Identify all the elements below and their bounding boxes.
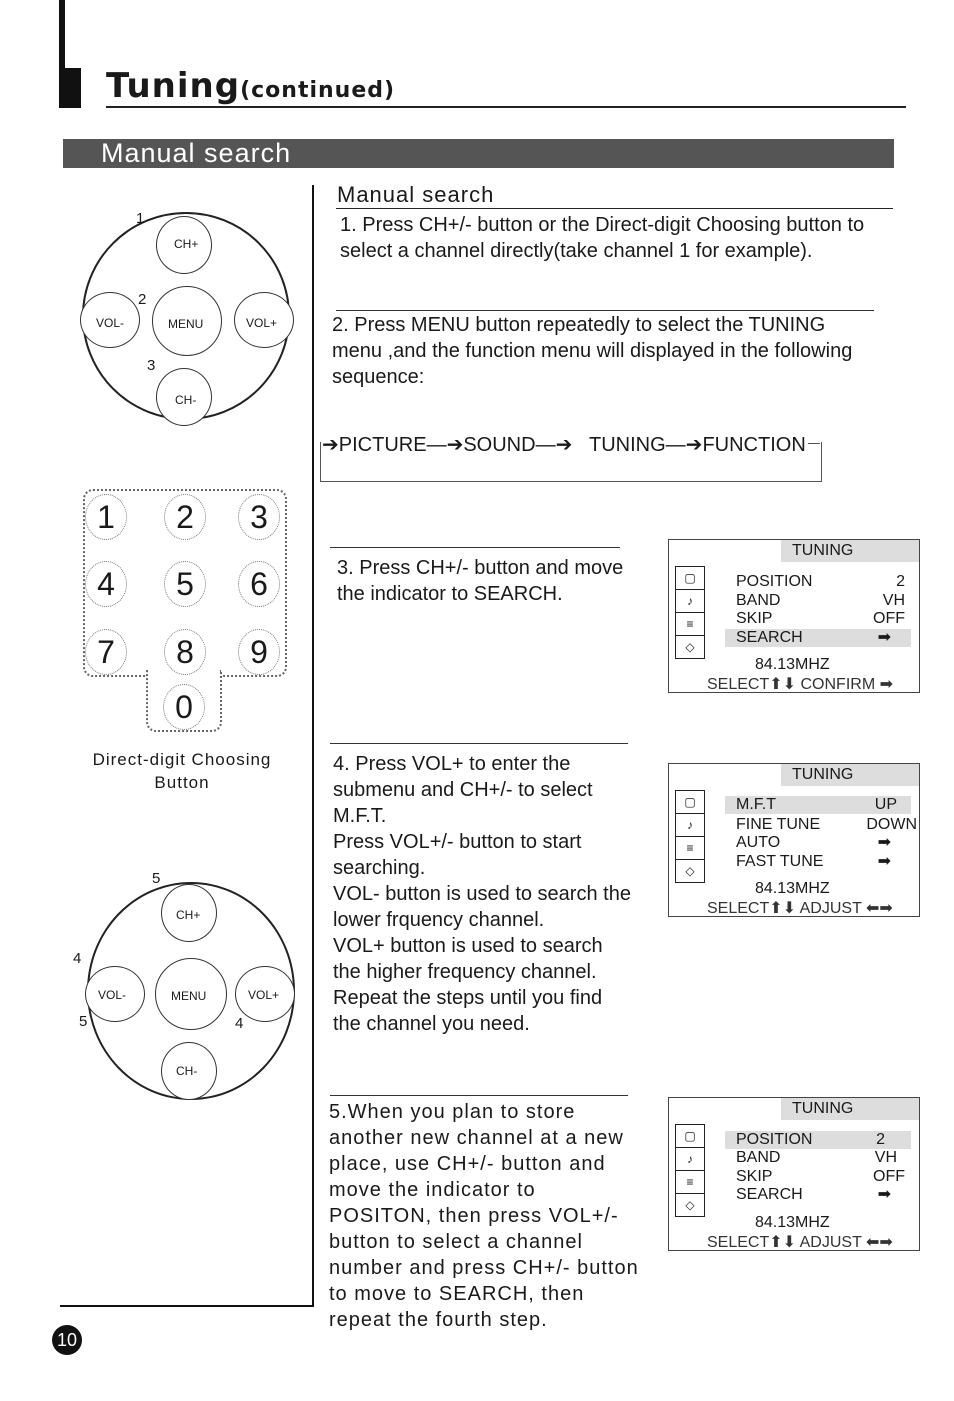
- page-number: 10: [52, 1325, 82, 1355]
- vol-minus-label: VOL-: [96, 316, 125, 330]
- menu-title-bar: TUNING: [781, 540, 919, 562]
- menu-row: FAST TUNE ➡: [736, 853, 891, 870]
- page-title-suffix: (continued): [240, 78, 396, 103]
- digit-caption: Direct-digit Choosing Button: [92, 750, 272, 792]
- pointer-hand-2: 2: [138, 291, 147, 308]
- section-bar: [63, 139, 894, 168]
- tuning-menu-2: [668, 763, 920, 917]
- tv-icon: ▢: [675, 790, 705, 814]
- step-4: 4. Press VOL+ to enter the submenu and CH+/- to select M.F.T. Press VOL+/- button to start searching. VOL- button is used to search the lower frquency channel. VOL+ button is used to search the higher frequency channel. Repeat the steps until you find the channel you need.: [333, 753, 631, 1035]
- menu-row: SEARCH ➡: [736, 1186, 891, 1203]
- digit-0-button: 0: [163, 684, 205, 730]
- column-divider: [312, 185, 314, 1307]
- header-rule: [106, 106, 906, 108]
- tuning-icon: ≡: [675, 836, 705, 860]
- menu-row: FINE TUNE DOWN: [736, 816, 917, 833]
- page-title: Tuning(continued): [106, 66, 396, 106]
- menu-row-selected: SEARCH ➡: [725, 629, 911, 647]
- menu-footer: SELECT⬆⬇ ADJUST ⬅➡: [707, 1234, 893, 1251]
- digit-6-button: 6: [238, 561, 280, 607]
- digit-5-button: 5: [164, 561, 206, 607]
- menu-row: BAND VH: [736, 592, 905, 609]
- ch-plus-label: CH+: [174, 237, 199, 251]
- sound-icon: ♪: [675, 813, 705, 837]
- pointer-hand-5: 5: [79, 1013, 88, 1030]
- step-1: 1. Press CH+/- button or the Direct-digit Choosing button to select a channel directly(take channel 1 for example).: [340, 214, 865, 262]
- tuning-icon: ≡: [675, 1170, 705, 1194]
- sound-icon: ♪: [675, 589, 705, 613]
- pointer-hand-4: 4: [235, 1015, 244, 1032]
- ch-minus-label: CH-: [176, 1064, 198, 1078]
- menu-footer: SELECT⬆⬇ ADJUST ⬅➡: [707, 900, 893, 917]
- divider: [336, 310, 874, 311]
- remote-diagram-bottom: [55, 858, 305, 1108]
- function-icon: ◇: [675, 1193, 705, 1217]
- menu-row: POSITION 2: [736, 573, 905, 590]
- tuning-menu-3: [668, 1097, 920, 1251]
- step-3: 3. Press CH+/- button and move the indicator to SEARCH.: [337, 557, 624, 605]
- sound-icon: ♪: [675, 1147, 705, 1171]
- tv-icon: ▢: [675, 566, 705, 590]
- section-title: Manual search: [101, 138, 292, 168]
- digit-4-button: 4: [85, 561, 127, 607]
- frequency-readout: 84.13MHZ: [755, 1214, 830, 1231]
- subheading-rule: [336, 208, 893, 209]
- ch-minus-label: CH-: [175, 393, 197, 407]
- step-2: 2. Press MENU button repeatedly to select the TUNING menu ,and the function menu will displayed in the following sequence:: [332, 314, 853, 388]
- vol-plus-label: VOL+: [248, 988, 280, 1002]
- menu-row-selected: M.F.T UP: [725, 796, 911, 814]
- header-block: [59, 68, 81, 108]
- menu-title-bar: TUNING: [781, 764, 919, 786]
- vol-plus-label: VOL+: [246, 316, 278, 330]
- menu-row-selected: POSITION 2: [725, 1131, 911, 1149]
- function-icon: ◇: [675, 635, 705, 659]
- tuning-menu-1: [668, 539, 920, 693]
- step-5: 5.When you plan to store another new channel at a new place, use CH+/- button and move the indicator to POSITON, then press VOL+/- button to select a channel number and press CH+/- button to move to SEARCH, then repeat the fourth step.: [329, 1101, 639, 1331]
- menu-title-bar: TUNING: [781, 1098, 919, 1120]
- pointer-hand-1: 1: [136, 210, 145, 227]
- pointer-hand-5: 5: [152, 870, 161, 887]
- menu-row: BAND VH: [736, 1149, 897, 1166]
- menu-label: MENU: [171, 989, 207, 1003]
- digit-7-button: 7: [85, 629, 127, 675]
- tuning-icon: ≡: [675, 612, 705, 636]
- ch-plus-label: CH+: [176, 908, 201, 922]
- digit-1-button: 1: [85, 494, 127, 540]
- divider: [330, 1095, 628, 1096]
- digit-3-button: 3: [238, 494, 280, 540]
- function-icon: ◇: [675, 859, 705, 883]
- frequency-readout: 84.13MHZ: [755, 880, 830, 897]
- menu-footer: SELECT⬆⬇ CONFIRM ➡: [707, 676, 894, 693]
- sequence-box-edge: [806, 443, 820, 444]
- divider: [330, 547, 620, 548]
- digit-9-button: 9: [238, 629, 280, 675]
- tv-icon: ▢: [675, 1124, 705, 1148]
- vol-minus-label: VOL-: [98, 988, 127, 1002]
- pointer-hand-3: 3: [147, 357, 156, 374]
- menu-row: SKIP OFF: [736, 1168, 905, 1185]
- frequency-readout: 84.13MHZ: [755, 656, 830, 673]
- remote-diagram-top: [60, 190, 310, 435]
- menu-label: MENU: [168, 317, 204, 331]
- subheading: Manual search: [337, 182, 495, 207]
- bottom-rule: [60, 1305, 313, 1307]
- menu-row: SKIP OFF: [736, 610, 905, 627]
- pointer-hand-4: 4: [73, 950, 82, 967]
- menu-row: AUTO ➡: [736, 834, 891, 851]
- menu-sequence: ➔PICTURE—➔SOUND—➔ TUNING—➔FUNCTION: [322, 434, 806, 456]
- digit-8-button: 8: [164, 629, 206, 675]
- divider: [330, 743, 628, 744]
- digit-2-button: 2: [164, 494, 206, 540]
